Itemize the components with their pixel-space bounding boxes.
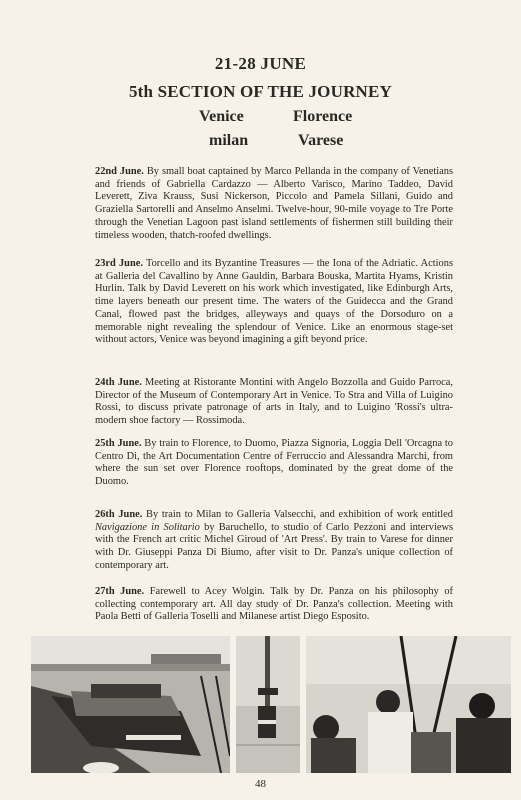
- date-range-heading: 21-28 JUNE: [214, 54, 307, 73]
- diary-entry: [95, 438, 453, 489]
- entry-date: 23rd June.: [95, 258, 143, 269]
- photo-boat-on-lagoon: [31, 636, 230, 773]
- entry-text: By small boat captained by Marco Pellanda in the company of Venetians and friends of Gabriella Cardazzo — Alberto Varisco, Marino Taddeo, David Leverett, Ziva Krauss, Susi Nickerson, Piccolo and Pamela Sillani, Guido and Graziella Sartorelli and Anselmo Anselmi. Twelve-hour, 90-mile voyage to Tre Porte through the Venetian Lagoon past island settlements of fishermen still building their timeless wooden, thatch-roofed dwellings.: [95, 166, 453, 241]
- entry-date: 24th June.: [95, 377, 142, 388]
- entry-text: Meeting at Ristorante Montini with Angelo Bozzolla and Guido Parroca, Director of the Museum of Contemporary Art in Venice. To Stra and Villa of Luigino Rossi, to discuss private patronage of arts in Italy, and to Luigino 'Rossi's ultra-modern shoe factory — Rossimoda.: [95, 377, 453, 427]
- diary-entry: [95, 509, 453, 573]
- city-florence: Florence: [293, 108, 353, 125]
- city-venice: Venice: [199, 108, 244, 125]
- entry-date: 26th June.: [95, 509, 143, 520]
- page-number: 48: [255, 778, 266, 790]
- city-milan: milan: [209, 132, 249, 149]
- diary-entry: [95, 258, 453, 347]
- city-varese: Varese: [298, 132, 344, 149]
- diary-entry: [95, 377, 453, 428]
- section-heading: 5th SECTION OF THE JOURNEY: [128, 82, 393, 101]
- entry-text: By train to Florence, to Duomo, Piazza Signoria, Loggia Dell 'Orcagna to Centro Di, the Art Documentation Centre of Ferruccio and Alessandra Marchi, from where the sun set over Florence rooftops, dominated by the great dome of the Duomo.: [95, 438, 453, 488]
- photo-travellers-on-boat: [306, 636, 511, 773]
- entry-date: 27th June.: [95, 586, 145, 597]
- photo-channel-marker: [236, 636, 300, 773]
- entry-date: 25th June.: [95, 438, 142, 449]
- entry-text: by Baruchello, to studio of Carlo Pezzoni and interviews with the French art critic Michel Giroud of 'Art Press'. By train to Varese for dinner with Dr. Giuseppi Panza Di Biumo, after visit to Dr. Panza's unique collection of contemporary art.: [95, 521, 453, 571]
- entry-text: Farewell to Acey Wolgin. Talk by Dr. Panza on his philosophy of collecting contemporary art. All day study of Dr. Panza's collection. Meeting with Paola Betti of Galleria Toselli and Milanese artist Diego Esposito.: [95, 586, 453, 623]
- diary-entry: [95, 166, 453, 242]
- entry-text: By train to Milan to Galleria Valsecchi, and exhibition of work entitled: [146, 509, 453, 520]
- entry-text: Torcello and its Byzantine Treasures — the Iona of the Adriatic. Actions at Galleria del Cavallino by Anne Gauldin, Barbara Bouska, Martita Hyams, Kristin Hurlin. Talk by David Leverett on his work which investigated, like Edinburgh Arts, time layers beneath our present time. The waters of the Guidecca and the Grand Canal, flowed past the bridges, alleyways and quays of the Dorsoduro on a memorable night revealing the splendour of Venice. Like an enormous stage-set without actors, Venice was beyond imagining a gift beyond price.: [95, 258, 453, 346]
- diary-entry: [95, 586, 453, 624]
- exhibition-title: Navigazione in Solitario: [95, 521, 200, 533]
- entry-date: 22nd June.: [95, 166, 144, 177]
